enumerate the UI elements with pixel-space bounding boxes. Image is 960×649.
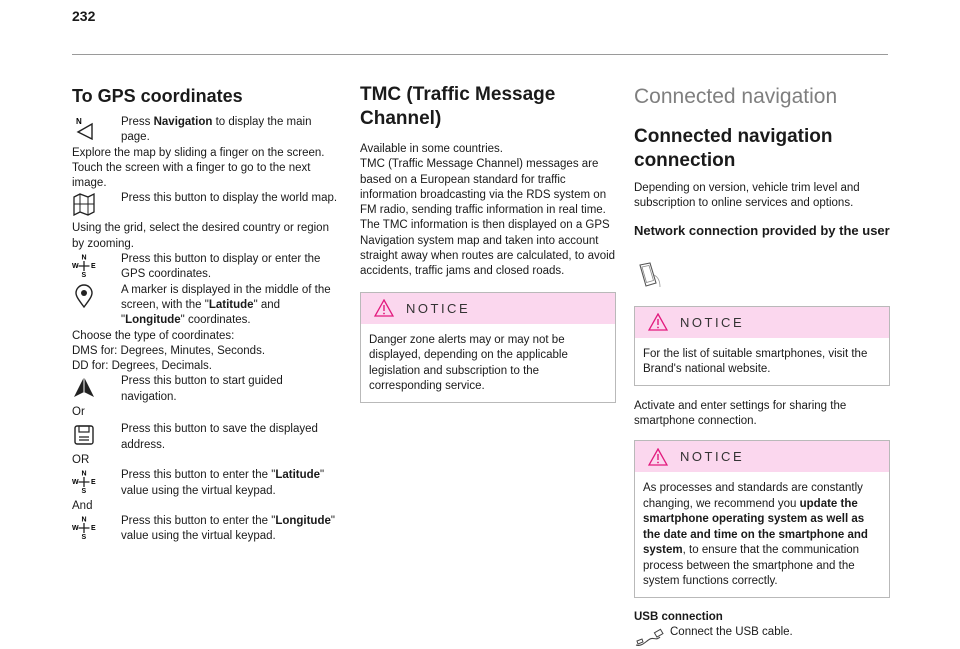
notice-text: As processes and standards are constantly changing, we recommend you update the smartphone operating system as well as the date and time on the smartphone and system, to ensure that the communication process between the smartphone and the system functions correctly. xyxy=(643,482,868,588)
svg-text:W: W xyxy=(72,525,79,533)
svg-text:S: S xyxy=(81,534,87,540)
svg-text:W: W xyxy=(72,263,79,271)
text-and: And xyxy=(72,499,93,512)
step-start-guidance: Press this button to start guided navigation. xyxy=(72,374,338,405)
svg-text:N: N xyxy=(81,254,87,262)
text-tmc-display: The TMC information is then displayed on a GPS Navigation system map and taken into account straight away when routes are calculated, to avoid accidents, traffic jams and closed roads. xyxy=(360,219,616,278)
heading-tmc: TMC (Traffic Message Channel) xyxy=(360,84,556,129)
text-choose-type: Choose the type of coordinates: xyxy=(72,329,235,342)
text-tmc-messages: TMC (Traffic Message Channel) messages are based on a European standard for traffic information broadcasting via the RDS system on FM radio, sending traffic information in real time. xyxy=(360,158,607,217)
notice-label: NOTICE xyxy=(406,300,471,316)
usb-cable-icon xyxy=(634,627,664,649)
heading-gps-coordinates: To GPS coordinates xyxy=(72,86,243,106)
step-marker: A marker is displayed in the middle of the screen, with the "Latitude" and "Longitude" coordinates. xyxy=(72,283,338,329)
warning-icon xyxy=(374,299,394,317)
notice-box-smartphones xyxy=(634,306,890,386)
step-enter-latitude: N W E S Press this button to enter the "Latitude" value using the virtual keypad. xyxy=(72,469,325,497)
text-available: Available in some countries. xyxy=(360,143,503,155)
svg-text:S: S xyxy=(81,488,87,494)
column-tmc xyxy=(360,80,616,403)
step-enter-longitude: N W E S Press this button to enter the "Longitude" value using the virtual keypad. xyxy=(72,515,335,543)
text-explore-map: Explore the map by sliding a finger on the screen. xyxy=(72,146,325,159)
svg-text:S: S xyxy=(81,272,87,278)
text-dms: DMS for: Degrees, Minutes, Seconds. xyxy=(72,344,266,357)
section-title: Connected navigation xyxy=(634,85,838,108)
step-world-map: Press this button to display the world map. xyxy=(72,191,338,221)
warning-icon xyxy=(648,448,668,466)
step-navigation: N Press Navigation to display the main page. xyxy=(72,115,338,146)
compass-icon xyxy=(72,515,96,539)
notice-label: NOTICE xyxy=(680,314,745,330)
notice-text: Danger zone alerts may or may not be displayed, depending on the applicable legislation and subscription to the corresponding service. xyxy=(369,333,568,393)
svg-text:E: E xyxy=(91,479,96,487)
heading-usb-connection: USB connection xyxy=(634,610,723,623)
svg-text:N: N xyxy=(81,516,87,524)
heading-connected-navigation: Connected navigation connection xyxy=(634,126,833,171)
save-icon xyxy=(72,423,96,447)
page-number: 232 xyxy=(72,8,96,24)
svg-text:E: E xyxy=(91,525,96,533)
header-rule xyxy=(72,54,888,55)
guidance-arrow-icon xyxy=(72,375,96,399)
text-activate-sharing: Activate and enter settings for sharing the smartphone connection. xyxy=(634,399,847,427)
text-touch-screen: Touch the screen with a finger to go to the next image. xyxy=(72,161,311,190)
step-save-address: Press this button to save the displayed address. xyxy=(72,422,338,453)
notice-header xyxy=(635,441,889,472)
notice-box-danger-zone xyxy=(360,292,616,403)
text-or-2: OR xyxy=(72,453,90,466)
text-dd: DD for: Degrees, Decimals. xyxy=(72,360,212,373)
notice-box-update-os xyxy=(634,440,890,598)
text-or-1: Or xyxy=(72,406,85,419)
svg-text:N: N xyxy=(76,117,82,126)
heading-network-connection: Network connection provided by the user xyxy=(634,222,890,238)
step-usb-cable: Connect the USB cable. xyxy=(634,625,890,641)
compass-icon xyxy=(72,253,96,277)
notice-label: NOTICE xyxy=(680,449,745,465)
navigation-icon xyxy=(72,116,96,140)
world-map-icon xyxy=(72,192,96,216)
svg-text:W: W xyxy=(72,479,79,487)
step-gps-coordinates: N W E S Press this button to display or enter the GPS coordinates. xyxy=(72,253,321,281)
text-use-grid: Using the grid, select the desired country or region by zooming. xyxy=(72,222,329,250)
warning-icon xyxy=(648,313,668,331)
compass-icon xyxy=(72,469,96,493)
column-connected-navigation xyxy=(634,80,890,641)
notice-text: For the list of suitable smartphones, visit the Brand's national website. xyxy=(643,347,868,376)
notice-header xyxy=(361,293,615,324)
notice-header xyxy=(635,307,889,338)
svg-text:N: N xyxy=(81,470,87,478)
column-gps-coordinates xyxy=(72,80,338,545)
map-marker-icon xyxy=(72,284,96,308)
text-depending-on-version: Depending on version, vehicle trim level and subscription to online services and options. xyxy=(634,182,860,210)
smartphone-icon xyxy=(634,261,664,291)
svg-text:E: E xyxy=(91,263,96,271)
